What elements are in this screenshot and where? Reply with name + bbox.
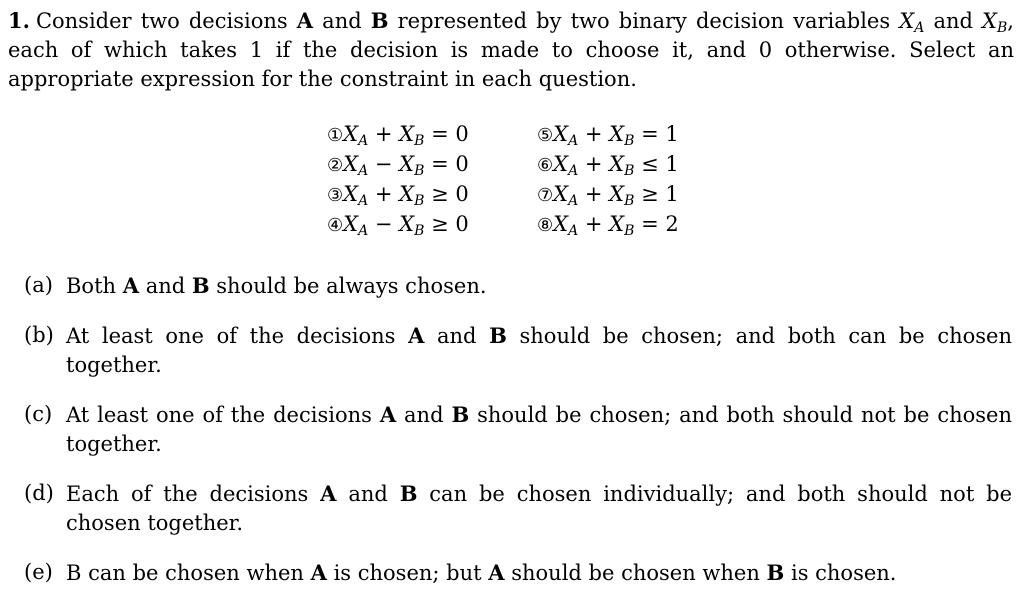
question-label: (c): [24, 402, 53, 426]
problem-statement: [8, 6, 1014, 94]
intro-text: and: [313, 9, 371, 33]
question-e: (e) B can be chosen when A is chosen; but A should be chosen when B is chosen.: [24, 560, 897, 585]
expression-options: [327, 120, 737, 240]
question-a: (a) Both A and B should be always chosen.: [24, 273, 487, 298]
option-4: $④X_A - X_B \ge 0$: [327, 212, 469, 239]
question-c: (c) At least one of the decisions A and B should be chosen; and both should not be chosen together.: [24, 402, 1012, 456]
option-8: $⑧X_A + X_B = 2$: [537, 212, 679, 239]
question-b: (b) At least one of the decisions A and B should be chosen; and both can be chosen together.: [24, 323, 1013, 377]
question-d: (d) Each of the decisions A and B can be chosen individually; and both should not be chosen together.: [24, 481, 1012, 535]
question-list: [24, 271, 1012, 588]
question-label: (a): [24, 273, 53, 297]
option-5: $⑤X_A + X_B = 1$: [537, 122, 679, 149]
option-3: $③X_A + X_B \ge 0$: [327, 182, 469, 209]
option-6: $⑥X_A + X_B \le 1$: [537, 152, 679, 179]
intro-text: and: [924, 9, 983, 33]
question-label: (e): [24, 560, 53, 584]
intro-text: represented by two binary decision variables: [388, 9, 900, 33]
option-1: $①X_A + X_B = 0$: [327, 122, 469, 149]
option-2: $②X_A - X_B = 0$: [327, 152, 469, 179]
question-label: (b): [24, 323, 54, 347]
intro-text: Consider two decisions: [35, 9, 297, 33]
variable-xa: $X_A$: [899, 9, 925, 36]
intro-text: , each of which takes 1 if the decision is made to choose it, and 0 otherwise. Select an appropriate expression for the constraint in each question.: [8, 9, 1014, 91]
option-7: $⑦X_A + X_B \ge 1$: [537, 182, 679, 209]
variable-xb: $X_B$: [982, 9, 1008, 36]
decision-b-label: B: [370, 8, 389, 33]
question-label: (d): [24, 481, 54, 505]
problem-number: 1.: [8, 8, 30, 33]
decision-a-label: A: [296, 8, 314, 33]
